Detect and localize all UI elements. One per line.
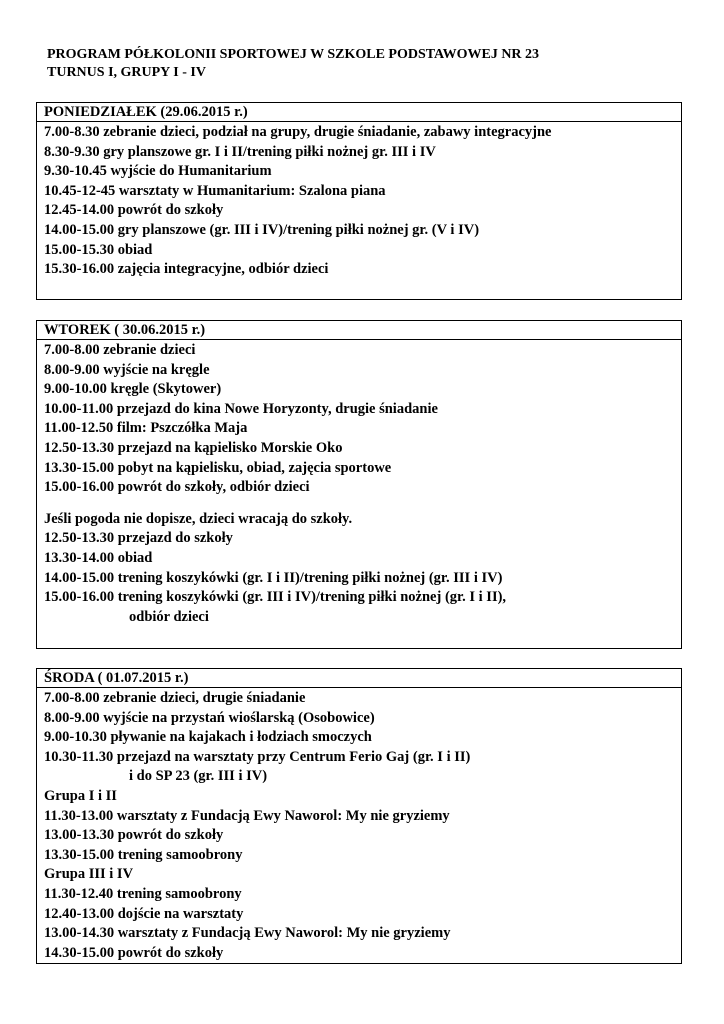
title-line-2: TURNUS I, GRUPY I - IV (47, 65, 206, 80)
schedule-line: 13.00-13.30 powrót do szkoły (44, 827, 224, 844)
schedule-line: 12.45-14.00 powrót do szkoły (44, 202, 224, 219)
schedule-line: 9.30-10.45 wyjście do Humanitarium (44, 163, 272, 180)
day-schedule-monday (37, 122, 681, 280)
schedule-line: 14.00-15.00 gry planszowe (gr. III i IV)/trening piłki nożnej gr. (V i IV) (44, 221, 480, 238)
schedule-line: 12.50-13.30 przejazd do szkoły (44, 530, 233, 547)
schedule-line: 15.00-15.30 obiad (44, 241, 153, 258)
schedule-line: 10.30-11.30 przejazd na warsztaty przy Centrum Ferio Gaj (gr. I i II) (44, 748, 471, 765)
day-header-monday: PONIEDZIAŁEK (29.06.2015 r.) (37, 103, 681, 122)
title-line-1: PROGRAM PÓŁKOLONII SPORTOWEJ W SZKOLE PODSTAWOWEJ NR 23 (47, 47, 540, 62)
schedule-line: 15.30-16.00 zajęcia integracyjne, odbiór dzieci (44, 261, 329, 278)
schedule-line: 8.30-9.30 gry planszowe gr. I i II/trening piłki nożnej gr. III i IV (44, 143, 436, 160)
schedule-line: 14.00-15.00 trening koszykówki (gr. I i II)/trening piłki nożnej (gr. III i IV) (44, 569, 503, 586)
schedule-line: 8.00-9.00 wyjście na przystań wioślarską (Osobowice) (44, 709, 375, 726)
spacer (44, 498, 681, 510)
schedule-line: 15.00-16.00 trening koszykówki (gr. III i IV)/trening piłki nożnej (gr. I i II), (44, 589, 507, 606)
schedule-line-continuation: i do SP 23 (gr. III i IV) (129, 768, 268, 785)
schedule-line-continuation: odbiór dzieci (129, 608, 209, 625)
schedule-line: 10.00-11.00 przejazd do kina Nowe Horyzonty, drugie śniadanie (44, 400, 438, 417)
day-box-monday (36, 102, 682, 300)
day-schedule-wednesday (37, 688, 681, 963)
schedule-line: 9.00-10.00 kręgle (Skytower) (44, 381, 222, 398)
day-header-tuesday: WTOREK ( 30.06.2015 r.) (37, 321, 681, 340)
weather-note: Jeśli pogoda nie dopisze, dzieci wracają do szkoły. (44, 510, 353, 527)
schedule-line: 13.30-15.00 pobyt na kąpielisku, obiad, zajęcia sportowe (44, 459, 392, 476)
group-heading: Grupa III i IV (44, 866, 134, 883)
schedule-line: 13.00-14.30 warsztaty z Fundacją Ewy Naworol: My nie gryziemy (44, 925, 451, 942)
schedule-line: 8.00-9.00 wyjście na kręgle (44, 361, 210, 378)
day-box-tuesday (36, 320, 682, 649)
schedule-line: 11.30-12.40 trening samoobrony (44, 885, 242, 902)
group-heading: Grupa I i II (44, 787, 117, 804)
schedule-line: 15.00-16.00 powrót do szkoły, odbiór dzieci (44, 479, 310, 496)
schedule-line: 10.45-12-45 warsztaty w Humanitarium: Szalona piana (44, 182, 386, 199)
day-box-wednesday (36, 668, 682, 964)
schedule-line: 11.30-13.00 warsztaty z Fundacją Ewy Naworol: My nie gryziemy (44, 807, 450, 824)
schedule-line: 7.00-8.30 zebranie dzieci, podział na grupy, drugie śniadanie, zabawy integracyjne (44, 124, 552, 140)
schedule-line: 14.30-15.00 powrót do szkoły (44, 944, 224, 961)
schedule-line: 13.30-15.00 trening samoobrony (44, 846, 243, 863)
schedule-line: 7.00-8.00 zebranie dzieci, drugie śniadanie (44, 690, 306, 706)
schedule-line: 13.30-14.00 obiad (44, 549, 153, 566)
schedule-line: 9.00-10.30 pływanie na kajakach i łodziach smoczych (44, 729, 372, 746)
schedule-line: 7.00-8.00 zebranie dzieci (44, 342, 196, 358)
day-schedule-tuesday (37, 340, 681, 627)
schedule-line: 12.40-13.00 dojście na warsztaty (44, 905, 244, 922)
schedule-line: 12.50-13.30 przejazd na kąpielisko Morskie Oko (44, 439, 343, 456)
schedule-line: 11.00-12.50 film: Pszczółka Maja (44, 420, 248, 437)
day-header-wednesday: ŚRODA ( 01.07.2015 r.) (37, 669, 681, 688)
